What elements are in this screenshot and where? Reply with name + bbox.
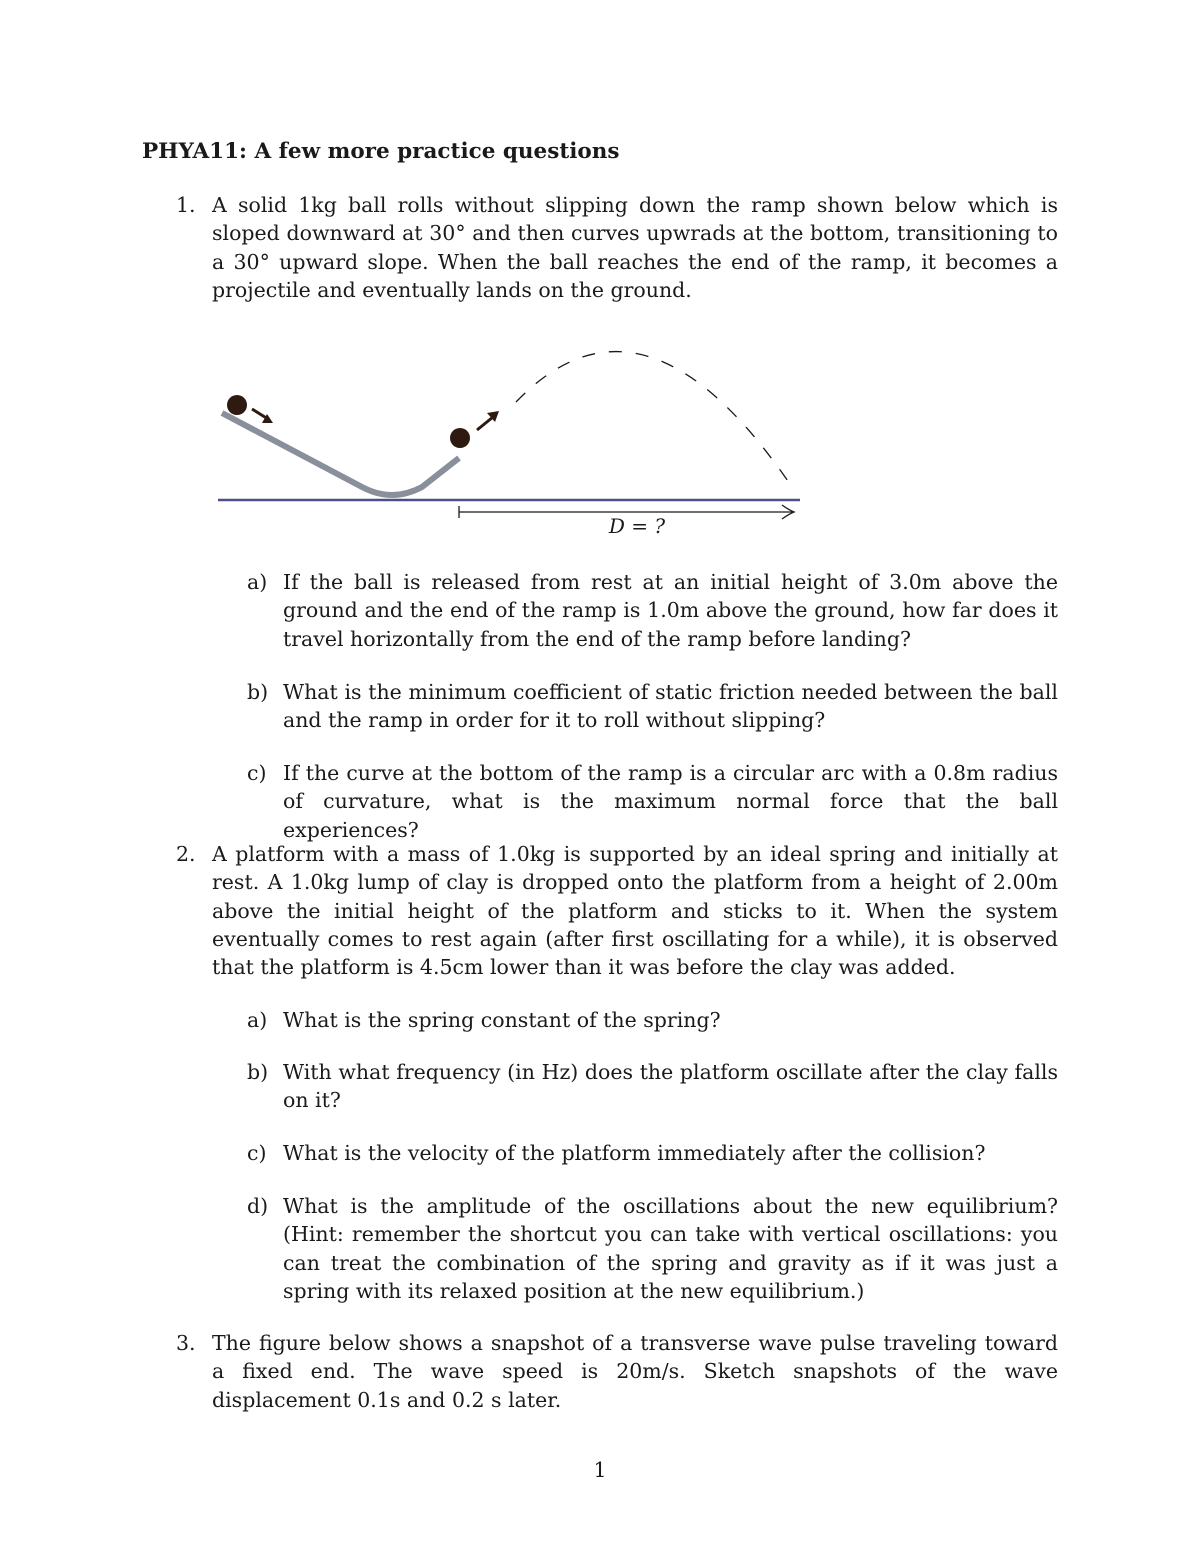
question-text: A solid 1kg ball rolls without slipping down the ramp shown below which is sloped downward at 30° and then curves upwrads at the bottom, transitioning to a 30° upward slope. When the ball reaches the end of the ramp, it becomes a projectile and eventually lands on the ground. (212, 193, 1058, 302)
ball-launch (450, 428, 470, 448)
part-text: What is the velocity of the platform immediately after the collision? (283, 1141, 986, 1165)
question-2-part-d (247, 1192, 1058, 1305)
question-2-part-c (247, 1139, 1058, 1167)
ball-start (227, 395, 247, 415)
question-1-part-b (247, 678, 1058, 735)
page-title: PHYA11: A few more practice questions (142, 139, 620, 164)
part-label: c) (247, 761, 267, 785)
part-text: What is the minimum coefficient of static friction needed between the ball and the ramp in order for it to roll without slipping? (283, 680, 1058, 733)
part-text: What is the amplitude of the oscillations about the new equilibrium? (Hint: remember the shortcut you can take with vertical oscillations: you can treat the combination of the spring and gravity as if it was just a spring with its relaxed position at the new equilibrium.) (283, 1194, 1058, 1303)
part-text: With what frequency (in Hz) does the platform oscillate after the clay falls on it? (283, 1060, 1058, 1113)
ramp-projectile-figure (0, 0, 1200, 560)
distance-label: D = ? (608, 514, 666, 538)
part-text: What is the spring constant of the spring? (283, 1008, 721, 1032)
part-label: b) (247, 1060, 269, 1084)
question-number: 2. (176, 842, 196, 866)
question-2-part-a (247, 1006, 1058, 1034)
part-label: a) (247, 1008, 268, 1032)
part-text: If the ball is released from rest at an initial height of 3.0m above the ground and the end of the ramp is 1.0m above the ground, how far does it travel horizontally from the end of the ramp before landing? (283, 570, 1058, 651)
question-1-part-c (247, 759, 1058, 844)
page-number: 1 (593, 1458, 607, 1482)
ramp (222, 413, 459, 495)
part-label: d) (247, 1194, 269, 1218)
part-label: a) (247, 570, 268, 594)
question-2-part-b (247, 1058, 1058, 1115)
projectile-trajectory (516, 352, 794, 490)
velocity-arrow-launch (477, 417, 493, 430)
question-number: 3. (176, 1331, 196, 1355)
question-text: The figure below shows a snapshot of a transverse wave pulse traveling toward a fixed end. The wave speed is 20m/s. Sketch snapshots of the wave displacement 0.1s and 0.2 s later. (212, 1331, 1058, 1412)
question-2 (176, 840, 1058, 981)
question-text: A platform with a mass of 1.0kg is supported by an ideal spring and initially at rest. A 1.0kg lump of clay is dropped onto the platform from a height of 2.00m above the initial height of the platform and sticks to it. When the system eventually comes to rest again (after first oscillating for a while), it is observed that the platform is 4.5cm lower than it was before the clay was added. (212, 842, 1058, 980)
part-text: If the curve at the bottom of the ramp is a circular arc with a 0.8m radius of curvature, what is the maximum normal force that the ball experiences? (283, 761, 1058, 842)
part-label: b) (247, 680, 269, 704)
part-label: c) (247, 1141, 267, 1165)
question-number: 1. (176, 193, 196, 217)
question-1-part-a (247, 568, 1058, 653)
question-3 (176, 1329, 1058, 1414)
